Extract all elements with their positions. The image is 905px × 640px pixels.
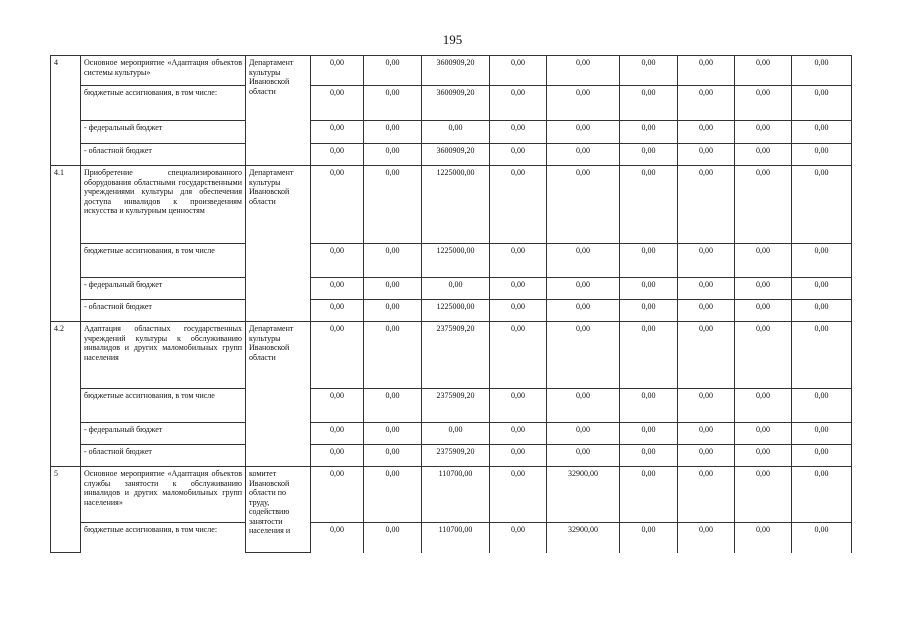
value-cell: 0,00: [490, 322, 547, 389]
value-cell: 0,00: [311, 322, 364, 389]
row-description: бюджетные ассигнования, в том числе: [81, 244, 246, 278]
table-row: [51, 523, 852, 553]
value-cell: 0,00: [547, 166, 620, 244]
value-cell: 0,00: [792, 144, 852, 166]
row-description: - областной бюджет: [81, 445, 246, 467]
table-row: [51, 278, 852, 300]
value-cell: 3600909,20: [422, 144, 490, 166]
value-cell: 0,00: [678, 86, 735, 121]
value-cell: 0,00: [792, 86, 852, 121]
value-cell: 0,00: [422, 121, 490, 144]
value-cell: 0,00: [792, 423, 852, 445]
value-cell: 0,00: [364, 121, 422, 144]
table-row: [51, 445, 852, 467]
value-cell: 0,00: [792, 445, 852, 467]
value-cell: 0,00: [364, 86, 422, 121]
value-cell: 0,00: [735, 56, 792, 86]
table-row: [51, 322, 852, 389]
value-cell: 0,00: [792, 278, 852, 300]
value-cell: 0,00: [490, 445, 547, 467]
row-description: Основное мероприятие «Адаптация объектов системы культуры»: [81, 56, 246, 86]
value-cell: 0,00: [490, 244, 547, 278]
table-row: [51, 389, 852, 423]
value-cell: 0,00: [364, 322, 422, 389]
value-cell: 0,00: [678, 445, 735, 467]
value-cell: 0,00: [735, 523, 792, 553]
value-cell: 0,00: [364, 166, 422, 244]
value-cell: 0,00: [735, 278, 792, 300]
value-cell: 0,00: [490, 56, 547, 86]
value-cell: 0,00: [620, 389, 678, 423]
value-cell: 0,00: [735, 144, 792, 166]
value-cell: 0,00: [792, 56, 852, 86]
value-cell: 0,00: [547, 86, 620, 121]
value-cell: 0,00: [792, 300, 852, 322]
value-cell: 0,00: [620, 166, 678, 244]
value-cell: 0,00: [735, 445, 792, 467]
value-cell: 0,00: [490, 166, 547, 244]
value-cell: 0,00: [490, 467, 547, 523]
value-cell: 0,00: [678, 300, 735, 322]
row-description: - федеральный бюджет: [81, 423, 246, 445]
executor-cell: Департамент культуры Ивановской области: [246, 56, 311, 166]
value-cell: 2375909,20: [422, 445, 490, 467]
executor-cell: Департамент культуры Ивановской области: [246, 322, 311, 467]
value-cell: 0,00: [547, 389, 620, 423]
value-cell: 0,00: [364, 523, 422, 553]
executor-cell: Департамент культуры Ивановской области: [246, 166, 311, 322]
value-cell: 0,00: [364, 278, 422, 300]
value-cell: 0,00: [678, 121, 735, 144]
value-cell: 3600909,20: [422, 86, 490, 121]
row-description: бюджетные ассигнования, в том числе:: [81, 86, 246, 121]
value-cell: 0,00: [311, 121, 364, 144]
value-cell: 32900,00: [547, 467, 620, 523]
row-number: 4: [51, 56, 81, 166]
value-cell: 110700,00: [422, 523, 490, 553]
value-cell: 0,00: [620, 244, 678, 278]
table-row: [51, 121, 852, 144]
row-description: - областной бюджет: [81, 144, 246, 166]
value-cell: 0,00: [422, 278, 490, 300]
value-cell: 0,00: [311, 278, 364, 300]
value-cell: 2375909,20: [422, 389, 490, 423]
value-cell: 1225000,00: [422, 244, 490, 278]
table-row: [51, 144, 852, 166]
value-cell: 0,00: [678, 56, 735, 86]
value-cell: 0,00: [620, 467, 678, 523]
value-cell: 0,00: [678, 244, 735, 278]
value-cell: 0,00: [490, 121, 547, 144]
value-cell: 0,00: [547, 121, 620, 144]
value-cell: 0,00: [547, 244, 620, 278]
table-row: [51, 166, 852, 244]
value-cell: 0,00: [364, 244, 422, 278]
row-number: 5: [51, 467, 81, 553]
value-cell: 0,00: [364, 300, 422, 322]
value-cell: 0,00: [547, 445, 620, 467]
value-cell: 0,00: [364, 389, 422, 423]
value-cell: 0,00: [490, 523, 547, 553]
value-cell: 32900,00: [547, 523, 620, 553]
value-cell: 0,00: [678, 322, 735, 389]
value-cell: 0,00: [364, 144, 422, 166]
row-description: бюджетные ассигнования, в том числе:: [81, 523, 246, 553]
row-description: Адаптация областных государственных учреждений культуры к обслуживанию инвалидов и других маломобильных групп населения: [81, 322, 246, 389]
value-cell: 0,00: [620, 278, 678, 300]
value-cell: 0,00: [620, 445, 678, 467]
value-cell: 0,00: [735, 423, 792, 445]
value-cell: 0,00: [311, 523, 364, 553]
value-cell: 0,00: [792, 389, 852, 423]
value-cell: 0,00: [547, 322, 620, 389]
table-row: [51, 86, 852, 121]
value-cell: 0,00: [792, 244, 852, 278]
value-cell: 0,00: [735, 467, 792, 523]
value-cell: 0,00: [620, 56, 678, 86]
value-cell: 0,00: [792, 166, 852, 244]
row-number: 4.1: [51, 166, 81, 322]
page-number: 195: [442, 32, 463, 47]
value-cell: 0,00: [311, 86, 364, 121]
row-description: Основное мероприятие «Адаптация объектов службы занятости к обслуживанию инвалидов и других маломобильных групп населения»: [81, 467, 246, 523]
value-cell: 2375909,20: [422, 322, 490, 389]
value-cell: 0,00: [422, 423, 490, 445]
value-cell: 0,00: [735, 389, 792, 423]
table-row: [51, 56, 852, 86]
value-cell: 1225000,00: [422, 166, 490, 244]
value-cell: 0,00: [311, 423, 364, 445]
budget-table: [50, 55, 852, 553]
value-cell: 0,00: [547, 144, 620, 166]
row-description: - федеральный бюджет: [81, 121, 246, 144]
value-cell: 0,00: [364, 467, 422, 523]
value-cell: 0,00: [735, 322, 792, 389]
value-cell: 0,00: [792, 467, 852, 523]
table-row: [51, 300, 852, 322]
value-cell: 0,00: [678, 278, 735, 300]
value-cell: 0,00: [490, 86, 547, 121]
value-cell: 0,00: [547, 300, 620, 322]
value-cell: 0,00: [311, 467, 364, 523]
value-cell: 0,00: [311, 56, 364, 86]
value-cell: 0,00: [620, 86, 678, 121]
value-cell: 3600909,20: [422, 56, 490, 86]
value-cell: 0,00: [311, 244, 364, 278]
executor-cell: комитет Ивановской области по труду, содействию занятости населения и: [246, 467, 311, 553]
row-description: бюджетные ассигнования, в том числе: [81, 389, 246, 423]
value-cell: 0,00: [620, 322, 678, 389]
table-row: [51, 423, 852, 445]
value-cell: 0,00: [547, 56, 620, 86]
value-cell: 0,00: [792, 322, 852, 389]
value-cell: 0,00: [490, 300, 547, 322]
value-cell: 0,00: [490, 144, 547, 166]
value-cell: 0,00: [620, 144, 678, 166]
value-cell: 0,00: [678, 166, 735, 244]
row-description: - федеральный бюджет: [81, 278, 246, 300]
value-cell: 0,00: [364, 423, 422, 445]
table-row: [51, 467, 852, 523]
value-cell: 0,00: [490, 389, 547, 423]
value-cell: 0,00: [547, 278, 620, 300]
value-cell: 0,00: [735, 121, 792, 144]
value-cell: 0,00: [364, 445, 422, 467]
value-cell: 0,00: [735, 244, 792, 278]
value-cell: 0,00: [364, 56, 422, 86]
value-cell: 0,00: [678, 144, 735, 166]
row-description: - областной бюджет: [81, 300, 246, 322]
value-cell: 0,00: [792, 121, 852, 144]
value-cell: 0,00: [735, 166, 792, 244]
value-cell: 0,00: [490, 278, 547, 300]
value-cell: 0,00: [311, 300, 364, 322]
value-cell: 0,00: [311, 166, 364, 244]
row-description: Приобретение специализированного оборудования областными государственными учреждениями культуры для обеспечения доступа инвалидов к произведениям искусства и культурным ценностям: [81, 166, 246, 244]
value-cell: 1225000,00: [422, 300, 490, 322]
table-row: [51, 244, 852, 278]
value-cell: 0,00: [735, 300, 792, 322]
value-cell: 110700,00: [422, 467, 490, 523]
value-cell: 0,00: [620, 300, 678, 322]
value-cell: 0,00: [620, 523, 678, 553]
value-cell: 0,00: [678, 389, 735, 423]
value-cell: 0,00: [490, 423, 547, 445]
value-cell: 0,00: [620, 423, 678, 445]
value-cell: 0,00: [735, 86, 792, 121]
value-cell: 0,00: [620, 121, 678, 144]
value-cell: 0,00: [678, 467, 735, 523]
value-cell: 0,00: [311, 389, 364, 423]
value-cell: 0,00: [311, 144, 364, 166]
value-cell: 0,00: [311, 445, 364, 467]
value-cell: 0,00: [678, 523, 735, 553]
value-cell: 0,00: [547, 423, 620, 445]
value-cell: 0,00: [678, 423, 735, 445]
value-cell: 0,00: [792, 523, 852, 553]
row-number: 4.2: [51, 322, 81, 467]
